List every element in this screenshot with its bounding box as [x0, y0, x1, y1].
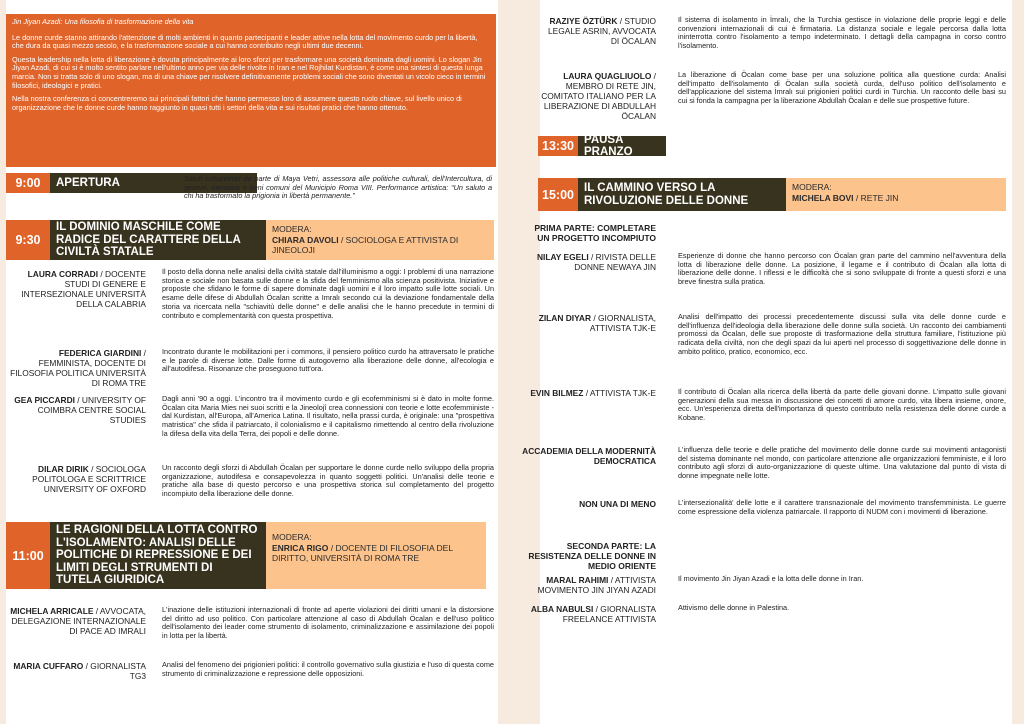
speaker-name: MARIA CUFFARO: [13, 661, 84, 671]
speaker-name: LAURA QUAGLIUOLO: [563, 71, 652, 81]
speaker-name: EVIN BILMEZ: [530, 388, 584, 398]
speaker-non-una-di-meno: [520, 499, 656, 509]
talk-description: Esperienze di donne che hanno percorso con Öcalan gran parte del cammino nell'avventura della lotta di liberazione delle donne. La posizione, il legame e il contributo di Öcalan alla lotta di liberazione delle donne. I riflessi e le difficoltà che si sono sviluppate di fronte a questi sforzi e una breve finestra sulla pratica.: [678, 251, 1006, 287]
session-time: 9:00: [6, 173, 50, 193]
session1-header: [6, 220, 494, 260]
intro-box: [6, 14, 496, 167]
speaker-name: RAZIYE ÖZTÜRK: [549, 16, 618, 26]
part-one-label: PRIMA PARTE: COMPLETARE UN PROGETTO INCOMPIUTO: [534, 223, 656, 243]
moderator-box: [786, 178, 1006, 211]
speaker-role: / DOCENTE STUDI DI GENERE E INTERSEZIONALE UNIVERSITÀ DELLA CALABRIA: [21, 269, 146, 309]
talk-description: L'inazione delle istituzioni internazionali di fronte ad aperte violazioni dei diritti umani e la distorsione del diritto ad uso politico. Con particolare attenzione al caso di Abdullah Öcalan e dell'uso politico dell'isolamento dei leader come strumento di isolamento, criminalizzazione e assimilazione dei popoli in lotta per la libertà.: [162, 605, 494, 641]
speaker-laura-quagliuolo: [540, 71, 656, 121]
talk-description: L'influenza delle teorie e delle pratiche del movimento delle donne curde sui movimenti antagonisti del sistema dominante nel mondo, con particolare attenzione alle organizzazioni femministe, e il loro contributo agli sforzi di auto-organizzazione di queste ultime. Una valutazione dal punto di vista di donne impegnate nelle lotte.: [678, 445, 1006, 481]
moderator-name: ENRICA RIGO: [272, 542, 329, 553]
speaker-federica-giardini: [8, 348, 146, 388]
session-time: 15:00: [538, 178, 578, 211]
moderator-label: MODERA:: [272, 224, 312, 234]
speaker-role: / GIORNALISTA TG3: [83, 661, 146, 681]
speaker-role: / SOCIOLOGA POLITOLOGA E SCRITTRICE UNIVERSITY OF OXFORD: [32, 464, 146, 494]
speaker-alba-nabulsi: [520, 604, 656, 624]
speaker-name: ACCADEMIA DELLA MODERNITÀ DEMOCRATICA: [522, 446, 656, 466]
talk-description: Il contributo di Öcalan alla ricerca della libertà da parte delle giovani donne. L'impatto sulle giovani generazioni della sua messa in discussione dei concetti di amore curdo, vita libera insieme, onore, ecc. Un'esperienza diretta dell'importanza di questo contributo nella resistenza delle donne curde a Kobane.: [678, 387, 1006, 423]
talk-description: L'intersezionalità' delle lotte e il carattere transnazionale del movimento transfemminista. Le guerre come espressione della violenza patriarcale. Il rapporto di NUDM con i movimenti di liberazione.: [678, 498, 1006, 516]
session3-header: [538, 178, 1006, 211]
part-two-label: SECONDA PARTE: LA RESISTENZA DELLE DONNE IN MEDIO ORIENTE: [528, 541, 656, 571]
opening-performance: Performance artistica: “Un saluto a chi ha trasformato la prigionia in libertà permanente.”: [184, 182, 493, 201]
moderator-role: / RETE JIN: [853, 192, 899, 203]
lunch-header: [538, 133, 666, 158]
speaker-zilan-diyar: [520, 313, 656, 333]
speaker-role: / ATTIVISTA TJK-E: [583, 388, 656, 398]
talk-description: Attivismo delle donne in Palestina.: [678, 603, 790, 612]
talk-description: Incontrato durante le mobilitazioni per i commons, il pensiero politico curdo ha attraversato le pratiche e le parole di diverse lotte. Dalle forme di autogoverno alla liberazione delle donne, all'ecologia e all'autodifesa. Risonanze che proseguono tutt'ora.: [162, 347, 494, 374]
speaker-name: ALBA NABULSI: [530, 604, 594, 614]
speaker-role: / RIVISTA DELLE DONNE NEWAYA JIN: [574, 252, 656, 272]
speaker-name: NILAY EGELI: [536, 252, 589, 262]
session-title: LE RAGIONI DELLA LOTTA CONTRO L'ISOLAMENTO: ANALISI DELLE POLITICHE DI REPRESSIONE E DEI LIMITI DEGLI STRUMENTI DI TUTELA GIURIDICA: [50, 522, 266, 589]
session2-header: [6, 522, 486, 589]
speaker-role: / MEMBRO DI RETE JIN, COMITATO ITALIANO PER LA LIBERAZIONE DI ABDULLAH ÖCALAN: [541, 71, 656, 121]
session-time: 11:00: [6, 522, 50, 589]
talk-description: Un racconto degli sforzi di Abdullah Öcalan per supportare le donne curde nello sviluppo della propria organizzazione, autodifesa e consapevolezza in quanto soggetti politici. Un'analisi delle teorie e pratiche alla base di questo percorso e una prospettiva storica sul completamento del progetto incompiuto della liberazione delle donne.: [162, 463, 494, 499]
moderator-role: / DOCENTE DI FILOSOFIA DEL DIRITTO, UNIVERSITÀ DI ROMA TRE: [272, 542, 453, 563]
speaker-evin-bilmez: [520, 388, 656, 398]
speaker-name: NON UNA DI MENO: [579, 499, 656, 509]
speaker-name: GEA PICCARDI: [14, 395, 75, 405]
session-title: PAUSA PRANZO: [578, 136, 666, 156]
talk-description: Dagli anni '90 a oggi. L'incontro tra il movimento curdo e gli ecofemminismi si è dato in molte forme. Öcalan cita Maria Mies nei suoi scritti e la Jineolojî crea connessioni con teorie e lotte ecofemministe - dal Kurdistan, all'Europa, all'America Latina. Il risultato, nella prassi curda, è originale: una "prospettiva matristica" che sfida il patriarcato, il colonialismo e il capitalismo rimettendo al centro della rivoluzione la difesa della vita della Terra, dei popoli e delle donne.: [162, 394, 494, 438]
session-time: 9:30: [6, 220, 50, 260]
moderator-box: [266, 522, 486, 589]
speaker-name: ZILAN DIYAR: [538, 313, 591, 323]
speaker-dilar-dirik: [8, 464, 146, 494]
moderator-box: [266, 220, 494, 260]
intro-paragraph: Nella nostra conferenza ci concentreremo sui principali fattori che hanno permesso loro di assumere questo ruolo chiave, sul livello unico di organizzazione che le donne curde hanno raggiunto in quasi tutti i settori della vita e sui risultati pratici che hanno ottenuto.: [12, 94, 462, 112]
speaker-role: / GIORNALISTA FREELANCE ATTIVISTA: [562, 604, 656, 624]
margin-strip-right: [1012, 0, 1024, 724]
talk-description: La liberazione di Öcalan come base per una soluzione politica alla questione curda: Analisi dell'impatto dell'isolamento di Öcalan sulla società curda, dell'uso politico dell'isolamento e dell'applicazione del sistema İmralı sui prigionieri politici curdi in Turchia. Un racconto delle basi su cui si fonda la campagna per la liberazione Abdullah Öcalan e delle sue prospettive future.: [678, 70, 1006, 106]
moderator-label: MODERA:: [792, 182, 832, 192]
speaker-raziye-ozturk: [540, 16, 656, 46]
speaker-gea-piccardi: [8, 395, 146, 425]
session-title: APERTURA: [50, 173, 257, 193]
speaker-name: LAURA CORRADI: [27, 269, 99, 279]
speaker-name: DILAR DIRIK: [38, 464, 89, 474]
intro-paragraph: Questa leadership nella lotta di liberazione è dovuta principalmente ai loro sforzi per trasformare una società dominata dagli uomini. Lo slogan Jin Jiyan Azadi, di cui si è molto sentito parlare nell'ultimo anno per via delle rivolte in Iran e nel Rojhilat Kurdistan, è come una sintesi di questa lunga marcia. Non si tratta solo di uno slogan, ma di una chiave per risolvere definitivamente problemi sociali che sono diventati un vicolo cieco in termini filosofici, ideologici e pratici.: [12, 54, 486, 90]
speaker-michela-arricale: [8, 606, 146, 636]
speaker-role: / STUDIO LEGALE ASRIN, AVVOCATA DI ÖCALAN: [548, 16, 656, 46]
speaker-name: MARAL RAHIMI: [546, 575, 609, 585]
speaker-accademia: [520, 446, 656, 466]
opening-greetings: Saluti istituzionali da parte di Maya Vetri, assessora alle politiche culturali, dell'Intercultura, di genere, memoria e beni comuni del Municipio Roma VIII.: [184, 174, 492, 192]
session-title: IL CAMMINO VERSO LA RIVOLUZIONE DELLE DONNE: [578, 178, 786, 211]
speaker-maria-cuffaro: [8, 661, 146, 681]
moderator-name: CHIARA DAVOLI: [272, 234, 339, 245]
speaker-laura-corradi: [8, 269, 146, 309]
talk-description: Il movimento Jin Jiyan Azadi e la lotta delle donne in Iran.: [678, 574, 864, 583]
moderator-role: / SOCIOLOGA E ATTIVISTA DI JINEOLOJI: [272, 234, 459, 255]
speaker-role: / AVVOCATA, DELEGAZIONE INTERNAZIONALE DI PACE AD IMRALI: [11, 606, 146, 636]
intro-title: Jin Jiyan Azadi: Una filosofia di trasformazione della vita: [12, 17, 194, 26]
session-title: IL DOMINIO MASCHILE COME RADICE DEL CARATTERE DELLA CIVILTÀ STATALE: [50, 220, 266, 260]
moderator-label: MODERA:: [272, 532, 312, 542]
talk-description: Analisi del fenomeno dei prigionieri politici: il controllo governativo sulla giustizia e l'uso di questa come strumento di criminalizzazione e repressione delle opposizioni.: [162, 660, 494, 678]
intro-paragraph: Le donne curde stanno attirando l'attenzione di molti ambienti in quanto partecipanti e leader attive nella lotta del movimento curdo per la libertà, che dura da quasi mezzo secolo, e la trasformazione sociale a cui hanno contribuito negli ultimi due decenni.: [12, 32, 478, 51]
speaker-name: MICHELA ARRICALE: [10, 606, 94, 616]
speaker-role: / GIORNALISTA, ATTIVISTA TJK-E: [589, 313, 656, 333]
speaker-role: / FEMMINISTA, DOCENTE DI FILOSOFIA POLITICA UNIVERSITÀ DI ROMA TRE: [10, 348, 146, 388]
session-time: 13:30: [538, 136, 578, 156]
speaker-role: / UNIVERSITY OF COIMBRA CENTRE SOCIAL STUDIES: [37, 395, 146, 425]
opening-text: [184, 175, 492, 201]
talk-description: Il posto della donna nelle analisi della civiltà statale dall'illuminismo a oggi: I problemi di una narrazione storica e sociale non basata sulle donne e la sfida del femminismo alla scienza positivista. Iniziative e proposte che sfidano le forme di sapere dominate dagli uomini e il loro impatto sulle lotte sociali. Un esame delle difese di Abdullah Öcalan scritte a Imralı secondo cui la deviazione fondamentale della storia va ricercata nella "schiavitù delle donne" e delle analisi che le hanno precedute in termini di contributo e complementarità con questa prospettiva.: [162, 267, 494, 320]
speaker-nilay-egeli: [520, 252, 656, 272]
speaker-maral-rahimi: [520, 575, 656, 595]
speaker-role: / ATTIVISTA MOVIMENTO JIN JIYAN AZADI: [537, 575, 656, 595]
speaker-name: FEDERICA GIARDINI: [58, 348, 142, 358]
talk-description: Analisi dell'impatto dei processi precedentemente discussi sulla vita delle donne curde e dell'influenza dell'ideologia della liberazione delle donne sulla società. Un racconto dei cambiamenti promossi da Öcalan, delle sue proposte di trasformazione della struttura familiare, l'istituzione più radicata della civiltà, non che degli spazi da lui aperti nel processo di soggettivazione delle donne in ambito politico, pratico, economico, ecc.: [678, 312, 1006, 356]
talk-description: Il sistema di isolamento in İmralı, che la Turchia gestisce in violazione delle proprie leggi e delle convenzioni internazionali di cui è firmataria. La distanza sociale e legale percorsa dalla lotta ininterrotta contro l'isolamento a tempo indeterminato. I dettagli della campagna in corso contro l'isolamento.: [678, 15, 1006, 51]
moderator-name: MICHELA BOVI: [792, 192, 854, 203]
